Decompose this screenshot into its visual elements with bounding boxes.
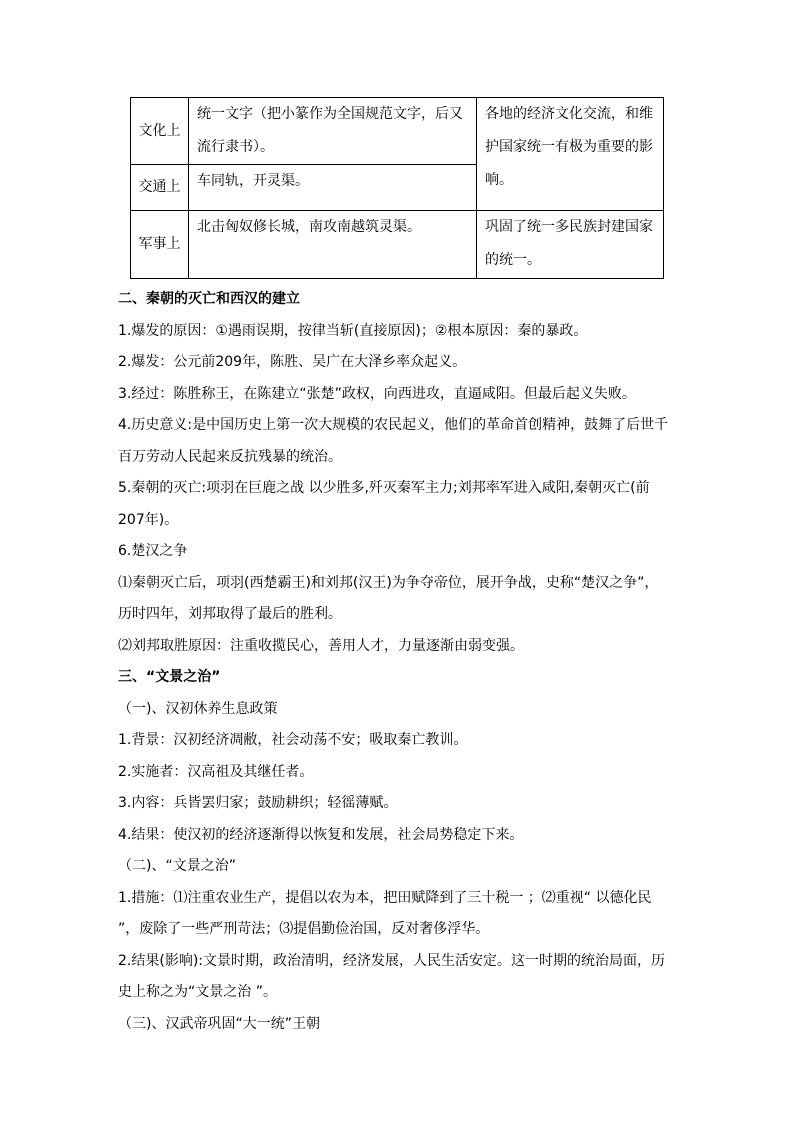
text-line: 1.爆发的原因：①遇雨误期，按律当斩(直接原因)；②根本原因：秦的暴政。 (118, 322, 588, 339)
text-line: 6.楚汉之争 (118, 543, 188, 559)
text-line: 百万劳动人民起来反抗残暴的统治。 (118, 448, 342, 465)
result-line: 巩固了统一多民族封建国家 (485, 219, 653, 235)
text-line: 4.历史意义:是中国历史上第一次大规模的农民起义，他们的革命首创精神，鼓舞了后世千 (118, 417, 669, 433)
result-line: 护国家统一有极为重要的影 (485, 139, 653, 155)
text-line: 4.结果：使汉初的经济逐渐得以恢复和发展，社会局势稳定下来。 (118, 826, 524, 843)
result-line: 各地的经济文化交流，和维 (485, 106, 653, 122)
result-line: 响。 (485, 172, 513, 188)
content-line: 统一文字（把小篆作为全国规范文字，后又 (197, 106, 463, 122)
row-label-culture: 文化上 (131, 98, 189, 165)
table-row (131, 211, 664, 279)
text-line: 2.实施者：汉高祖及其继任者。 (118, 763, 314, 780)
content-line: 流行隶书）。 (197, 139, 274, 155)
result-line: 的统一。 (485, 252, 541, 268)
row-label-military: 军事上 (131, 211, 189, 279)
text-line: 2.爆发：公元前209年，陈胜、吴广在大泽乡率众起义。 (118, 354, 467, 370)
text-line: 3.经过：陈胜称王，在陈建立“张楚”政权，向西进攻，直逼咸阳。但最后起义失败。 (118, 385, 636, 402)
result-cell-shared (477, 98, 664, 211)
policy-table (130, 97, 664, 279)
content-line: 车同轨，开灵渠。 (197, 173, 309, 189)
text-line: ⑵刘邦取胜原因：注重收揽民心，善用人才，力量逐渐由弱变强。 (118, 637, 524, 654)
text-line: 史上称之为“文景之治 ”。 (118, 984, 277, 1000)
text-line: 2.结果(影响):文景时期，政治清明，经济发展，人民生活安定。这一时期的统治局面，历 (118, 952, 665, 969)
text-line: 207年)。 (118, 511, 179, 528)
table-row (131, 98, 664, 165)
text-line: 历时四年，刘邦取得了最后的胜利。 (118, 606, 342, 622)
text-line: 5.秦朝的灭亡:项羽在巨鹿之战 以少胜多,歼灭秦军主力;刘邦率军进入咸阳,秦朝灭亡(前 (118, 480, 650, 496)
section-heading: 三、“文景之治” (118, 669, 221, 685)
row-label-transport: 交通上 (131, 165, 189, 211)
result-cell-military (477, 211, 664, 279)
body-text (118, 284, 683, 1040)
text-line: ”，废除了一些严刑苛法；⑶提倡勤俭治国，反对奢侈浮华。 (118, 921, 490, 937)
text-line: 1.背景：汉初经济凋敝，社会动荡不安；吸取秦亡教训。 (118, 732, 468, 748)
section-heading: 二、秦朝的灭亡和西汉的建立 (118, 291, 300, 307)
row-content-culture (189, 98, 477, 165)
row-content-transport (189, 165, 477, 211)
text-line: ⑴秦朝灭亡后，项羽(西楚霸王)和刘邦(汉王)为争夺帝位，展开争战，史称“楚汉之争”， (118, 574, 659, 591)
subsection-heading: （三)、汉武帝巩固“大一统”王朝 (118, 1015, 320, 1032)
subsection-heading: （一)、汉初休养生息政策 (118, 700, 278, 717)
row-content-military (189, 211, 477, 279)
content-line: 北击匈奴修长城，南攻南越筑灵渠。 (197, 219, 421, 235)
text-line: 1.措施：⑴注重农业生产，提倡以农为本，把田赋降到了三十税一 ；⑵重视“ 以德化民 (118, 889, 652, 906)
subsection-heading: （二)、“文景之治” (118, 858, 236, 874)
text-line: 3.内容：兵皆罢归家；鼓励耕织；轻徭薄赋。 (118, 795, 398, 811)
